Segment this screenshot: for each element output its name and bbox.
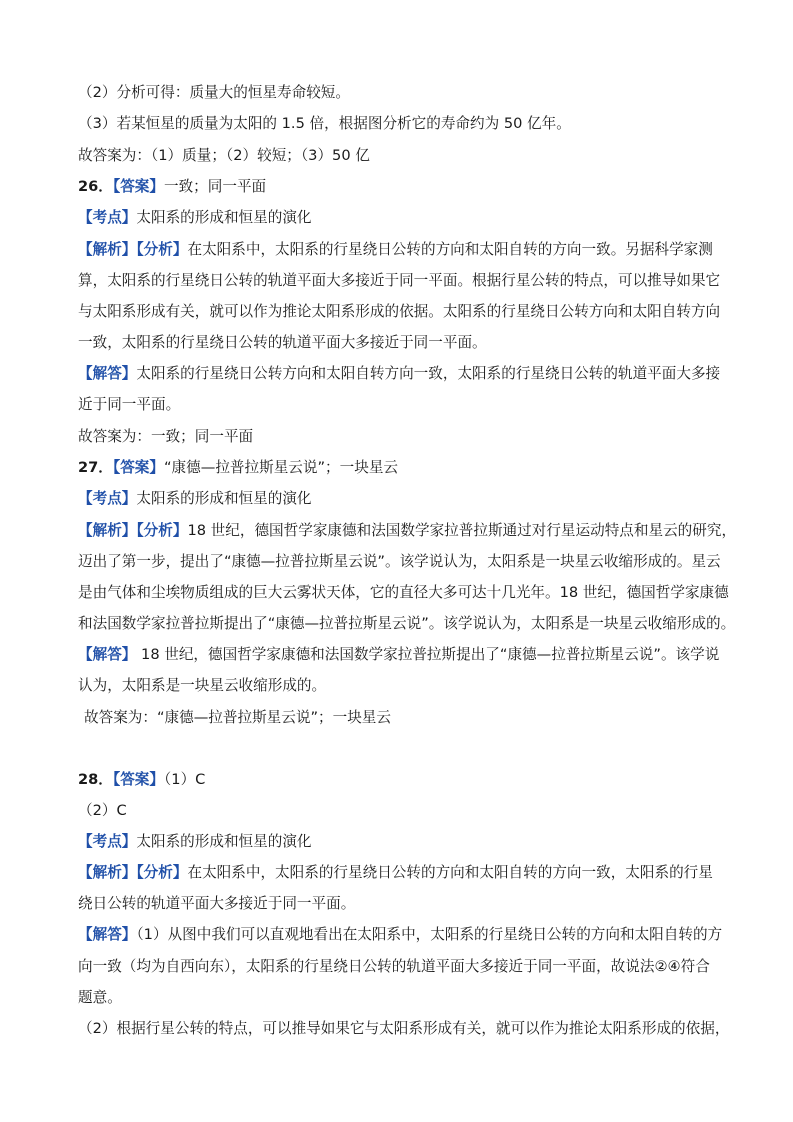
q27-answer-line — [78, 458, 728, 478]
text: 向一致（均为自西向东），太阳系的行星绕日公转的轨道平面大多接近于同一平面，故说法②④符合 — [78, 958, 710, 975]
answer-tag: 【答案】 — [112, 178, 164, 195]
q28-answer-line — [78, 770, 728, 790]
answer-text: “康德—拉普拉斯星云说”；一块星云 — [163, 459, 399, 476]
jieda-tag: 【解答】 — [78, 926, 137, 943]
answer-text: （1）C — [163, 771, 206, 788]
q27-jieda-cont — [78, 676, 728, 696]
answer-text: 一致；同一平面 — [163, 178, 267, 195]
line-q25-part3 — [78, 114, 728, 134]
q26-jieda-cont — [78, 395, 728, 415]
text: 题意。 — [78, 989, 122, 1006]
kaodian-tag: 【考点】 — [78, 209, 137, 226]
text: （2）根据行星公转的特点，可以推导如果它与太阳系形成有关，就可以作为推论太阳系形成的依据， — [78, 1020, 730, 1037]
q27-jieda-line — [78, 645, 728, 665]
text: 是由气体和尘埃物质组成的巨大云雾状天体，它的直径大多可达十几光年。18 世纪，德国哲学家康德 — [78, 584, 729, 601]
q26-jieda-line — [78, 364, 728, 384]
fenxi-tag: 【分析】 — [136, 864, 188, 881]
q28-answer-part2 — [78, 801, 728, 821]
q26-jiexi-cont-1 — [78, 271, 728, 291]
text: （3）若某恒星的质量为太阳的 1.5 倍，根据图分析它的寿命约为 50 亿年。 — [78, 115, 571, 132]
text: 近于同一平面。 — [78, 396, 181, 413]
question-number: 28． — [78, 771, 113, 788]
fenxi-tag: 【分析】 — [136, 241, 188, 258]
text: 认为，太阳系是一块星云收缩形成的。 — [78, 677, 327, 694]
answer-tag: 【答案】 — [112, 459, 164, 476]
q26-kaodian-line — [78, 208, 728, 228]
text: 和法国数学家拉普拉斯提出了“康德—拉普拉斯星云说”。该学说认为，太阳系是一块星云收缩形成的。 — [78, 615, 736, 632]
line-q25-answer-summary — [78, 146, 728, 166]
text: 故答案为：“康德—拉普拉斯星云说”；一块星云 — [84, 709, 391, 726]
q27-jiexi-cont-3 — [78, 614, 736, 634]
q28-jieda-line — [78, 925, 728, 945]
text: 迈出了第一步，提出了“康德—拉普拉斯星云说”。该学说认为，太阳系是一块星云收缩形成的。星云 — [78, 553, 721, 570]
q26-jiexi-cont-2 — [78, 302, 728, 322]
jiexi-text: 在太阳系中，太阳系的行星绕日公转的方向和太阳自转的方向一致。另据科学家测 — [187, 241, 713, 258]
q27-kaodian-line — [78, 489, 728, 509]
jiexi-text: 18 世纪，德国哲学家康德和法国数学家拉普拉斯通过对行星运动特点和星云的研究， — [187, 522, 737, 539]
text: （2）分析可得：质量大的恒星寿命较短。 — [78, 84, 350, 101]
q28-jieda-part2 — [78, 1019, 728, 1039]
jieda-text: （1）从图中我们可以直观地看出在太阳系中，太阳系的行星绕日公转的方向和太阳自转的方 — [136, 926, 723, 943]
kaodian-tag: 【考点】 — [78, 833, 137, 850]
text: 与太阳系形成有关，就可以作为推论太阳系形成的依据。太阳系的行星绕日公转方向和太阳自转方向 — [78, 303, 721, 320]
q26-jiexi-line — [78, 240, 728, 260]
text: 一致，太阳系的行星绕日公转的轨道平面大多接近于同一平面。 — [78, 334, 487, 351]
jiexi-text: 在太阳系中，太阳系的行星绕日公转的方向和太阳自转的方向一致，太阳系的行星 — [187, 864, 713, 881]
question-number: 26． — [78, 178, 113, 195]
text: 算，太阳系的行星绕日公转的轨道平面大多接近于同一平面。根据行星公转的特点，可以推导如果它 — [78, 272, 721, 289]
text: （2）C — [78, 802, 127, 819]
jieda-text: 太阳系的行星绕日公转方向和太阳自转方向一致，太阳系的行星绕日公转的轨道平面大多接 — [136, 365, 721, 382]
q26-jiexi-cont-3 — [78, 333, 728, 353]
q26-answer-line — [78, 177, 728, 197]
q27-jiexi-line — [78, 521, 737, 541]
jiexi-tag: 【解析】 — [78, 522, 137, 539]
text: 故答案为：（1）质量；（2）较短；（3）50 亿 — [78, 147, 370, 164]
q28-kaodian-line — [78, 832, 728, 852]
line-q25-part2 — [78, 83, 728, 103]
q27-answer-summary — [84, 708, 734, 728]
kaodian-text: 太阳系的形成和恒星的演化 — [136, 490, 312, 507]
jiexi-tag: 【解析】 — [78, 864, 137, 881]
q27-jiexi-cont-1 — [78, 552, 728, 572]
q28-jieda-cont-2 — [78, 988, 728, 1008]
text: 绕日公转的轨道平面大多接近于同一平面。 — [78, 895, 356, 912]
jiexi-tag: 【解析】 — [78, 241, 137, 258]
q27-jiexi-cont-2 — [78, 583, 728, 603]
q26-answer-summary — [78, 427, 728, 447]
kaodian-tag: 【考点】 — [78, 490, 137, 507]
answer-tag: 【答案】 — [112, 771, 164, 788]
q28-jieda-cont-1 — [78, 957, 728, 977]
fenxi-tag: 【分析】 — [136, 522, 188, 539]
kaodian-text: 太阳系的形成和恒星的演化 — [136, 833, 312, 850]
kaodian-text: 太阳系的形成和恒星的演化 — [136, 209, 312, 226]
question-number: 27． — [78, 459, 113, 476]
jieda-text: 18 世纪，德国哲学家康德和法国数学家拉普拉斯提出了“康德—拉普拉斯星云说”。该学说 — [136, 646, 720, 663]
q28-jiexi-cont — [78, 894, 728, 914]
jieda-tag: 【解答】 — [78, 365, 137, 382]
jieda-tag: 【解答】 — [78, 646, 137, 663]
q28-jiexi-line — [78, 863, 728, 883]
text: 故答案为：一致；同一平面 — [78, 428, 254, 445]
